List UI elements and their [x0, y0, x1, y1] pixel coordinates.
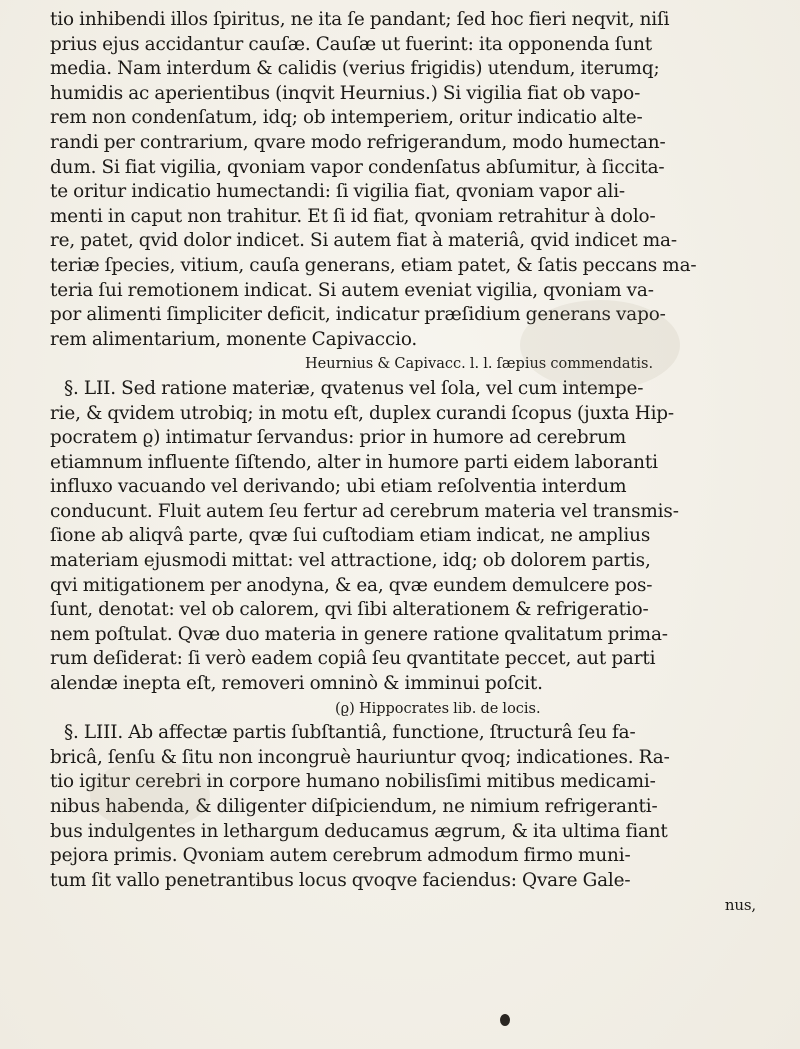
text-line: pejora primis. Qvoniam autem cerebrum admodum firmo muni-: [50, 845, 631, 867]
text-line: re, patet, qvid dolor indicet. Si autem fiat à materiâ, qvid indicet ma-: [50, 230, 677, 252]
text-line: pocratem ϱ) intimatur ſervandus: prior in humore ad cerebrum: [50, 427, 627, 449]
text-line: alendæ inepta eſt, removeri omninò & imminui poſcit.: [50, 673, 543, 695]
text-line: teria ſui remotionem indicat. Si autem eveniat vigilia, qvoniam va-: [50, 279, 654, 301]
text-line: rem alimentarium, monente Capivaccio.: [50, 328, 418, 350]
text-line: prius ejus accidantur cauſæ. Cauſæ ut fuerint: ita opponenda ſunt: [50, 33, 653, 55]
text-line: bricâ, ſenſu & ſitu non incongruè hauriuntur qvoq; indicationes. Ra-: [50, 746, 670, 768]
text-line: materiam ejusmodi mittat: vel attractione, idq; ob dolorem partis,: [50, 550, 651, 572]
text-line: rie, & qvidem utrobiq; in motu eſt, duplex curandi ſcopus (juxta Hip-: [50, 402, 674, 424]
section-heading-line: §. LII. Sed ratione materiæ, qvatenus vel ſola, vel cum intempe-: [64, 377, 644, 399]
section-heading-line: §. LIII. Ab affectæ partis ſubſtantiâ, functione, ſtructurâ ſeu fa-: [64, 722, 636, 744]
text-line: rem non condenſatum, idq; ob intemperiem, oritur indicatio alte-: [50, 107, 643, 129]
text-line: influxo vacuando vel derivando; ubi etiam reſolventia interdum: [50, 476, 627, 498]
text-line: etiamnum influente ſiſtendo, alter in humore parti eidem laboranti: [50, 451, 658, 473]
text-line: ſunt, denotat: vel ob calorem, qvi ſibi alterationem & refrigeratio-: [50, 599, 649, 621]
text-line: media. Nam interdum & calidis (verius frigidis) utendum, iterumq;: [50, 58, 660, 80]
text-line: qvi mitigationem per anodyna, & ea, qvæ eundem demulcere pos-: [50, 574, 653, 596]
text-line: tio igitur cerebri in corpore humano nobilisſimi mitibus medicami-: [50, 771, 656, 793]
catchword: nus,: [724, 896, 756, 915]
text-line: te oritur indicatio humectandi: ſi vigilia fiat, qvoniam vapor ali-: [50, 181, 625, 203]
text-line: teriæ ſpecies, vitium, cauſa generans, etiam patet, & ſatis peccans ma-: [50, 254, 697, 276]
text-line: menti in caput non trahitur. Et ſi id fiat, qvoniam retrahitur à dolo-: [50, 205, 656, 227]
text-line: bus indulgentes in lethargum deducamus ægrum, & ita ultima fiant: [50, 820, 668, 842]
footnote-line: (ϱ) Hippocrates lib. de locis.: [335, 700, 541, 717]
text-line: conducunt. Fluit autem ſeu fertur ad cerebrum materia vel transmis-: [50, 500, 679, 522]
text-line: tum ſit vallo penetrantibus locus qvoqve faciendus: Qvare Gale-: [50, 869, 631, 891]
text-line: randi per contrarium, qvare modo refrigerandum, modo humectan-: [50, 131, 666, 153]
text-line: rum deſiderat: ſi verò eadem copiâ ſeu qvantitate peccet, aut parti: [50, 648, 656, 670]
text-line: dum. Si fiat vigilia, qvoniam vapor condenſatus abſumitur, à ſiccita-: [50, 156, 665, 178]
footnote-line: Heurnius & Capivacc. l. l. ſæpius commendatis.: [305, 356, 654, 373]
text-line: por alimenti ſimpliciter deficit, indicatur præſidium generans vapo-: [50, 304, 666, 326]
paper-stain: [520, 300, 680, 390]
text-line: ſione ab aliqvâ parte, qvæ ſui cuſtodiam etiam indicat, ne amplius: [50, 525, 651, 547]
paper-stain: [90, 760, 210, 830]
text-line: humidis ac aperientibus (inqvit Heurnius.) Si vigilia fiat ob vapo-: [50, 82, 641, 104]
text-line: nem poſtulat. Qvæ duo materia in genere ratione qvalitatum prima-: [50, 623, 668, 645]
text-line: nibus habenda, & diligenter diſpiciendum, ne nimium refrigeranti-: [50, 796, 658, 817]
ink-blot: [500, 1014, 510, 1026]
text-line: tio inhibendi illos ſpiritus, ne ita ſe pandant; ſed hoc fieri neqvit, niſi: [50, 9, 670, 30]
